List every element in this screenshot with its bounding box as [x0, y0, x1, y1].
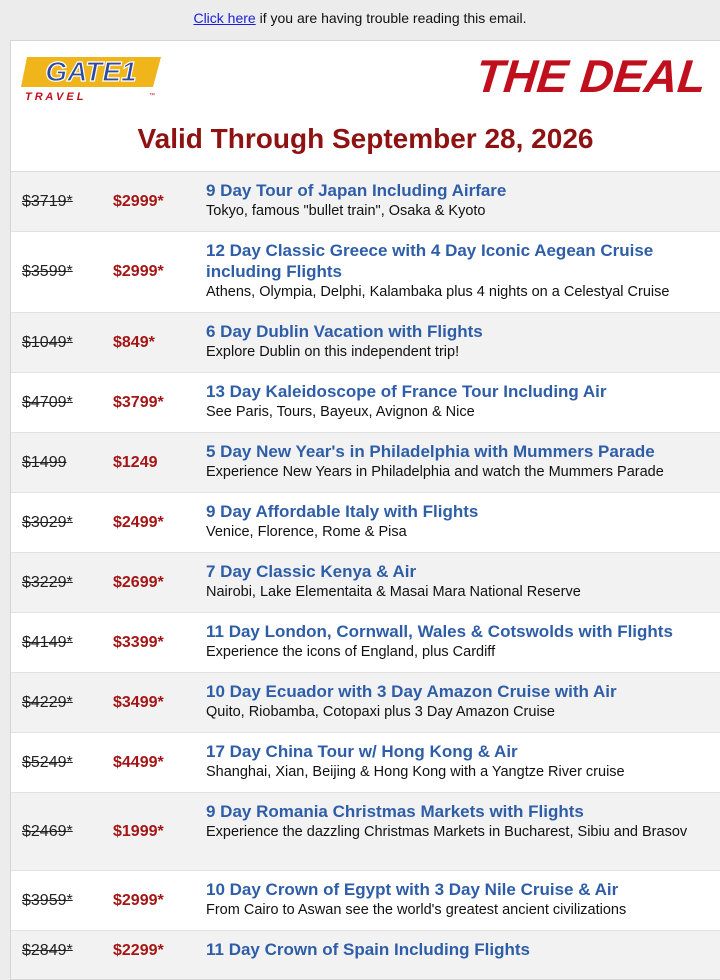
deal-title-link[interactable]: 13 Day Kaleidoscope of France Tour Including Air [206, 382, 607, 401]
deal-title-link[interactable]: 12 Day Classic Greece with 4 Day Iconic Aegean Cruise including Flights [206, 241, 654, 281]
deal-description: Experience the icons of England, plus Cardiff [206, 644, 496, 660]
deal-description: Venice, Florence, Rome & Pisa [206, 524, 407, 540]
deal-title-link[interactable]: 6 Day Dublin Vacation with Flights [206, 322, 483, 341]
deal-row [11, 733, 720, 793]
logo-sub-text: T R A V E L [25, 91, 84, 103]
logo-tm-text: ™ [149, 93, 155, 99]
sale-price: $4499* [113, 753, 164, 771]
deal-title-link[interactable]: 9 Day Affordable Italy with Flights [206, 502, 479, 521]
deal-row [11, 373, 720, 433]
old-price: $3959* [22, 891, 73, 909]
old-price: $4229* [22, 693, 73, 711]
deal-description: Athens, Olympia, Delphi, Kalambaka plus 4 nights on a Celestyal Cruise [206, 284, 670, 300]
old-price: $3229* [22, 573, 73, 591]
sale-price: $3799* [113, 393, 164, 411]
deal-row [11, 433, 720, 493]
deal-row [11, 493, 720, 553]
deal-row [11, 673, 720, 733]
sale-price: $2699* [113, 573, 164, 591]
deal-description: Nairobi, Lake Elementaita & Masai Mara National Reserve [206, 584, 581, 600]
deal-title-link[interactable]: 10 Day Ecuador with 3 Day Amazon Cruise with Air [206, 682, 617, 701]
deal-row [11, 553, 720, 613]
old-price: $2849* [22, 942, 73, 959]
email-card [10, 40, 720, 980]
sale-price: $849* [113, 333, 155, 351]
old-price: $3029* [22, 513, 73, 531]
deal-title-link[interactable]: 11 Day Crown of Spain Including Flights [206, 940, 530, 959]
click-here-link[interactable]: Click here [193, 10, 256, 26]
deal-description: Experience New Years in Philadelphia and watch the Mummers Parade [206, 464, 664, 480]
deal-description: Experience the dazzling Christmas Markets in Bucharest, Sibiu and Brasov [206, 824, 688, 840]
deal-description: Quito, Riobamba, Cotopaxi plus 3 Day Amazon Cruise [206, 704, 555, 720]
sale-price: $2999* [113, 891, 164, 909]
sale-price: $2999* [113, 192, 164, 210]
deal-row [11, 793, 720, 871]
deal-title-link[interactable]: 11 Day London, Cornwall, Wales & Cotswolds with Flights [206, 622, 673, 641]
old-price: $1049* [22, 333, 73, 351]
deal-title-link[interactable]: 17 Day China Tour w/ Hong Kong & Air [206, 742, 518, 761]
old-price: $1499 [22, 453, 67, 471]
deal-title-link[interactable]: 9 Day Tour of Japan Including Airfare [206, 181, 507, 200]
deal-row [11, 871, 720, 931]
deal-title-link[interactable]: 5 Day New Year's in Philadelphia with Mummers Parade [206, 442, 655, 461]
sale-price: $2299* [113, 942, 164, 959]
logo-main-text: GATE1 [45, 56, 137, 87]
sale-price: $3499* [113, 693, 164, 711]
the-deal-heading: THE DEAL [473, 50, 709, 102]
trouble-reading-bar [0, 0, 720, 38]
deal-description: From Cairo to Aswan see the world's greatest ancient civilizations [206, 902, 627, 918]
old-price: $5249* [22, 753, 73, 771]
deal-row [11, 232, 720, 313]
deal-title-link[interactable]: 10 Day Crown of Egypt with 3 Day Nile Cruise & Air [206, 880, 619, 899]
deal-row [11, 172, 720, 232]
sale-price: $2499* [113, 513, 164, 531]
deal-list [11, 172, 720, 980]
old-price: $4149* [22, 633, 73, 651]
deal-title-link[interactable]: 7 Day Classic Kenya & Air [206, 562, 417, 581]
old-price: $3719* [22, 192, 73, 210]
email-header [11, 41, 720, 172]
deal-description: Shanghai, Xian, Beijing & Hong Kong with a Yangtze River cruise [206, 764, 625, 780]
sale-price: $3399* [113, 633, 164, 651]
deal-description: Tokyo, famous "bullet train", Osaka & Kyoto [206, 203, 486, 219]
gate1-travel-logo[interactable] [21, 53, 163, 103]
valid-through-heading: Valid Through September 28, 2026 [137, 123, 594, 154]
deal-row [11, 313, 720, 373]
sale-price: $2999* [113, 263, 164, 280]
old-price: $4709* [22, 393, 73, 411]
sale-price: $1249 [113, 453, 158, 471]
deal-description: See Paris, Tours, Bayeux, Avignon & Nice [206, 404, 475, 420]
deal-row [11, 931, 720, 980]
deal-title-link[interactable]: 9 Day Romania Christmas Markets with Flights [206, 802, 584, 821]
sale-price: $1999* [113, 822, 164, 840]
deal-row [11, 613, 720, 673]
old-price: $3599* [22, 263, 73, 280]
old-price: $2469* [22, 822, 73, 840]
trouble-reading-text: if you are having trouble reading this email. [255, 10, 527, 26]
deal-description: Explore Dublin on this independent trip! [206, 344, 460, 360]
